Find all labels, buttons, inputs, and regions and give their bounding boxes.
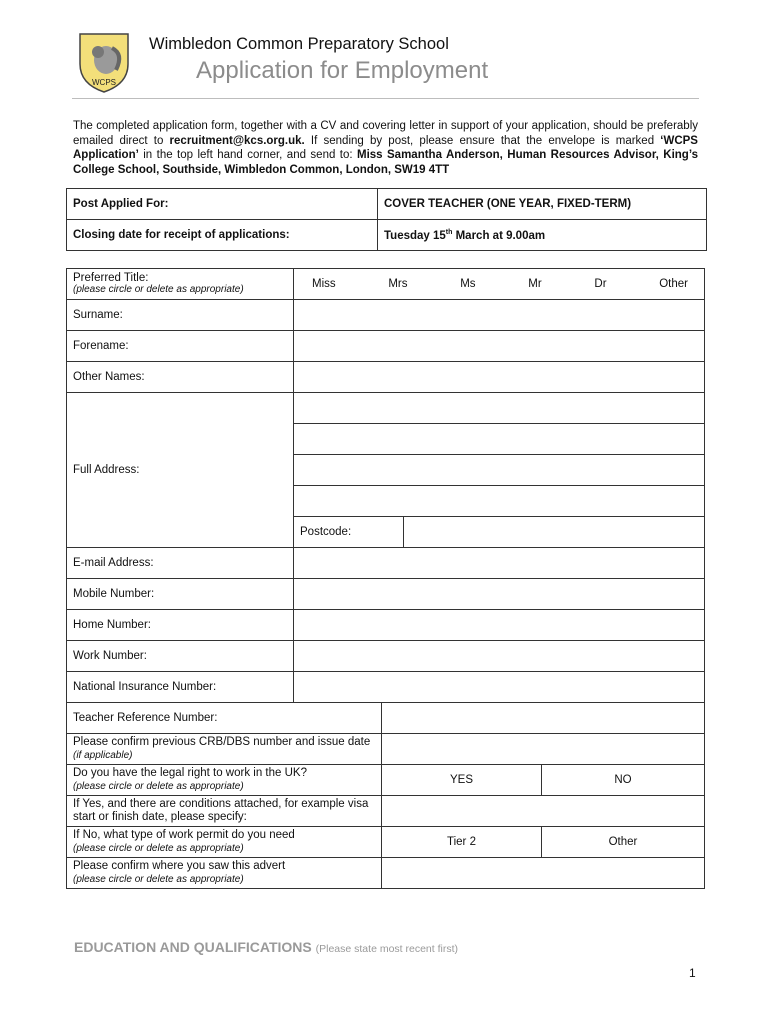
closing-value: Tuesday 15th March at 9.00am	[378, 220, 707, 251]
work-field[interactable]	[294, 641, 705, 672]
form-title: Application for Employment	[196, 57, 489, 84]
surname-field[interactable]	[294, 300, 705, 331]
mobile-label: Mobile Number:	[67, 579, 294, 610]
home-label: Home Number:	[67, 610, 294, 641]
other-names-field[interactable]	[294, 362, 705, 393]
other-permit-option[interactable]: Other	[542, 827, 705, 858]
address-line-field[interactable]	[294, 486, 705, 517]
mobile-field[interactable]	[294, 579, 705, 610]
email-label: E-mail Address:	[67, 548, 294, 579]
closing-label: Closing date for receipt of applications:	[67, 220, 378, 251]
title-option[interactable]: Miss	[312, 278, 336, 290]
conditions-field[interactable]	[382, 796, 705, 827]
page-number: 1	[689, 966, 696, 980]
conditions-label: If Yes, and there are conditions attached, for example visa start or finish date, please specify:	[67, 796, 382, 827]
email-field[interactable]	[294, 548, 705, 579]
forename-field[interactable]	[294, 331, 705, 362]
full-address-label: Full Address:	[67, 393, 294, 548]
post-table	[66, 188, 707, 251]
title-option[interactable]: Mrs	[388, 278, 408, 290]
school-crest-logo	[76, 30, 132, 94]
address-line-field[interactable]	[294, 393, 705, 424]
eligibility-table	[66, 702, 705, 889]
home-field[interactable]	[294, 610, 705, 641]
postcode-label: Postcode:	[294, 517, 404, 548]
teacher-ref-label: Teacher Reference Number:	[67, 703, 382, 734]
post-value: COVER TEACHER (ONE YEAR, FIXED-TERM)	[378, 189, 707, 220]
advert-label: Please confirm where you saw this advert (please circle or delete as appropriate)	[67, 858, 382, 889]
crb-label: Please confirm previous CRB/DBS number and issue date (if applicable)	[67, 734, 382, 765]
school-name: Wimbledon Common Preparatory School	[149, 35, 449, 53]
work-permit-label: If No, what type of work permit do you need (please circle or delete as appropriate)	[67, 827, 382, 858]
header-divider	[72, 98, 699, 99]
work-label: Work Number:	[67, 641, 294, 672]
yes-option[interactable]: YES	[382, 765, 542, 796]
post-label: Post Applied For:	[67, 189, 378, 220]
forename-label: Forename:	[67, 331, 294, 362]
tier2-option[interactable]: Tier 2	[382, 827, 542, 858]
ni-field[interactable]	[294, 672, 705, 703]
preferred-title-label: Preferred Title: (please circle or delete as appropriate)	[67, 269, 294, 300]
postcode-field[interactable]	[404, 517, 705, 548]
title-option[interactable]: Mr	[528, 278, 542, 290]
surname-label: Surname:	[67, 300, 294, 331]
address-line-field[interactable]	[294, 424, 705, 455]
address-line-field[interactable]	[294, 455, 705, 486]
title-option[interactable]: Dr	[594, 278, 607, 290]
logo-text: WCPS	[92, 78, 116, 87]
other-names-label: Other Names:	[67, 362, 294, 393]
teacher-ref-field[interactable]	[382, 703, 705, 734]
ni-label: National Insurance Number:	[67, 672, 294, 703]
no-option[interactable]: NO	[542, 765, 705, 796]
title-options[interactable]	[294, 269, 705, 300]
recruitment-email[interactable]: recruitment@kcs.org.uk.	[169, 134, 305, 147]
right-to-work-label: Do you have the legal right to work in the UK? (please circle or delete as appropriate)	[67, 765, 382, 796]
crb-field[interactable]	[382, 734, 705, 765]
title-option[interactable]: Other	[659, 278, 688, 290]
advert-field[interactable]	[382, 858, 705, 889]
intro-paragraph: The completed application form, together with a CV and covering letter in support of your application, should be preferably emailed direct to recruitment@kcs.org.uk. If sending by post, please ensure that the envelope is marked ‘WCPS Application’ in the top left hand corner, and send to: Miss Samantha Anderson, Human Resources Advisor, King’s College School, Southside, Wimbledon Common, London, SW19 4TT	[73, 120, 698, 176]
personal-details-table	[66, 268, 705, 703]
title-option[interactable]: Ms	[460, 278, 476, 290]
education-heading: EDUCATION AND QUALIFICATIONS (Please state most recent first)	[74, 939, 459, 955]
